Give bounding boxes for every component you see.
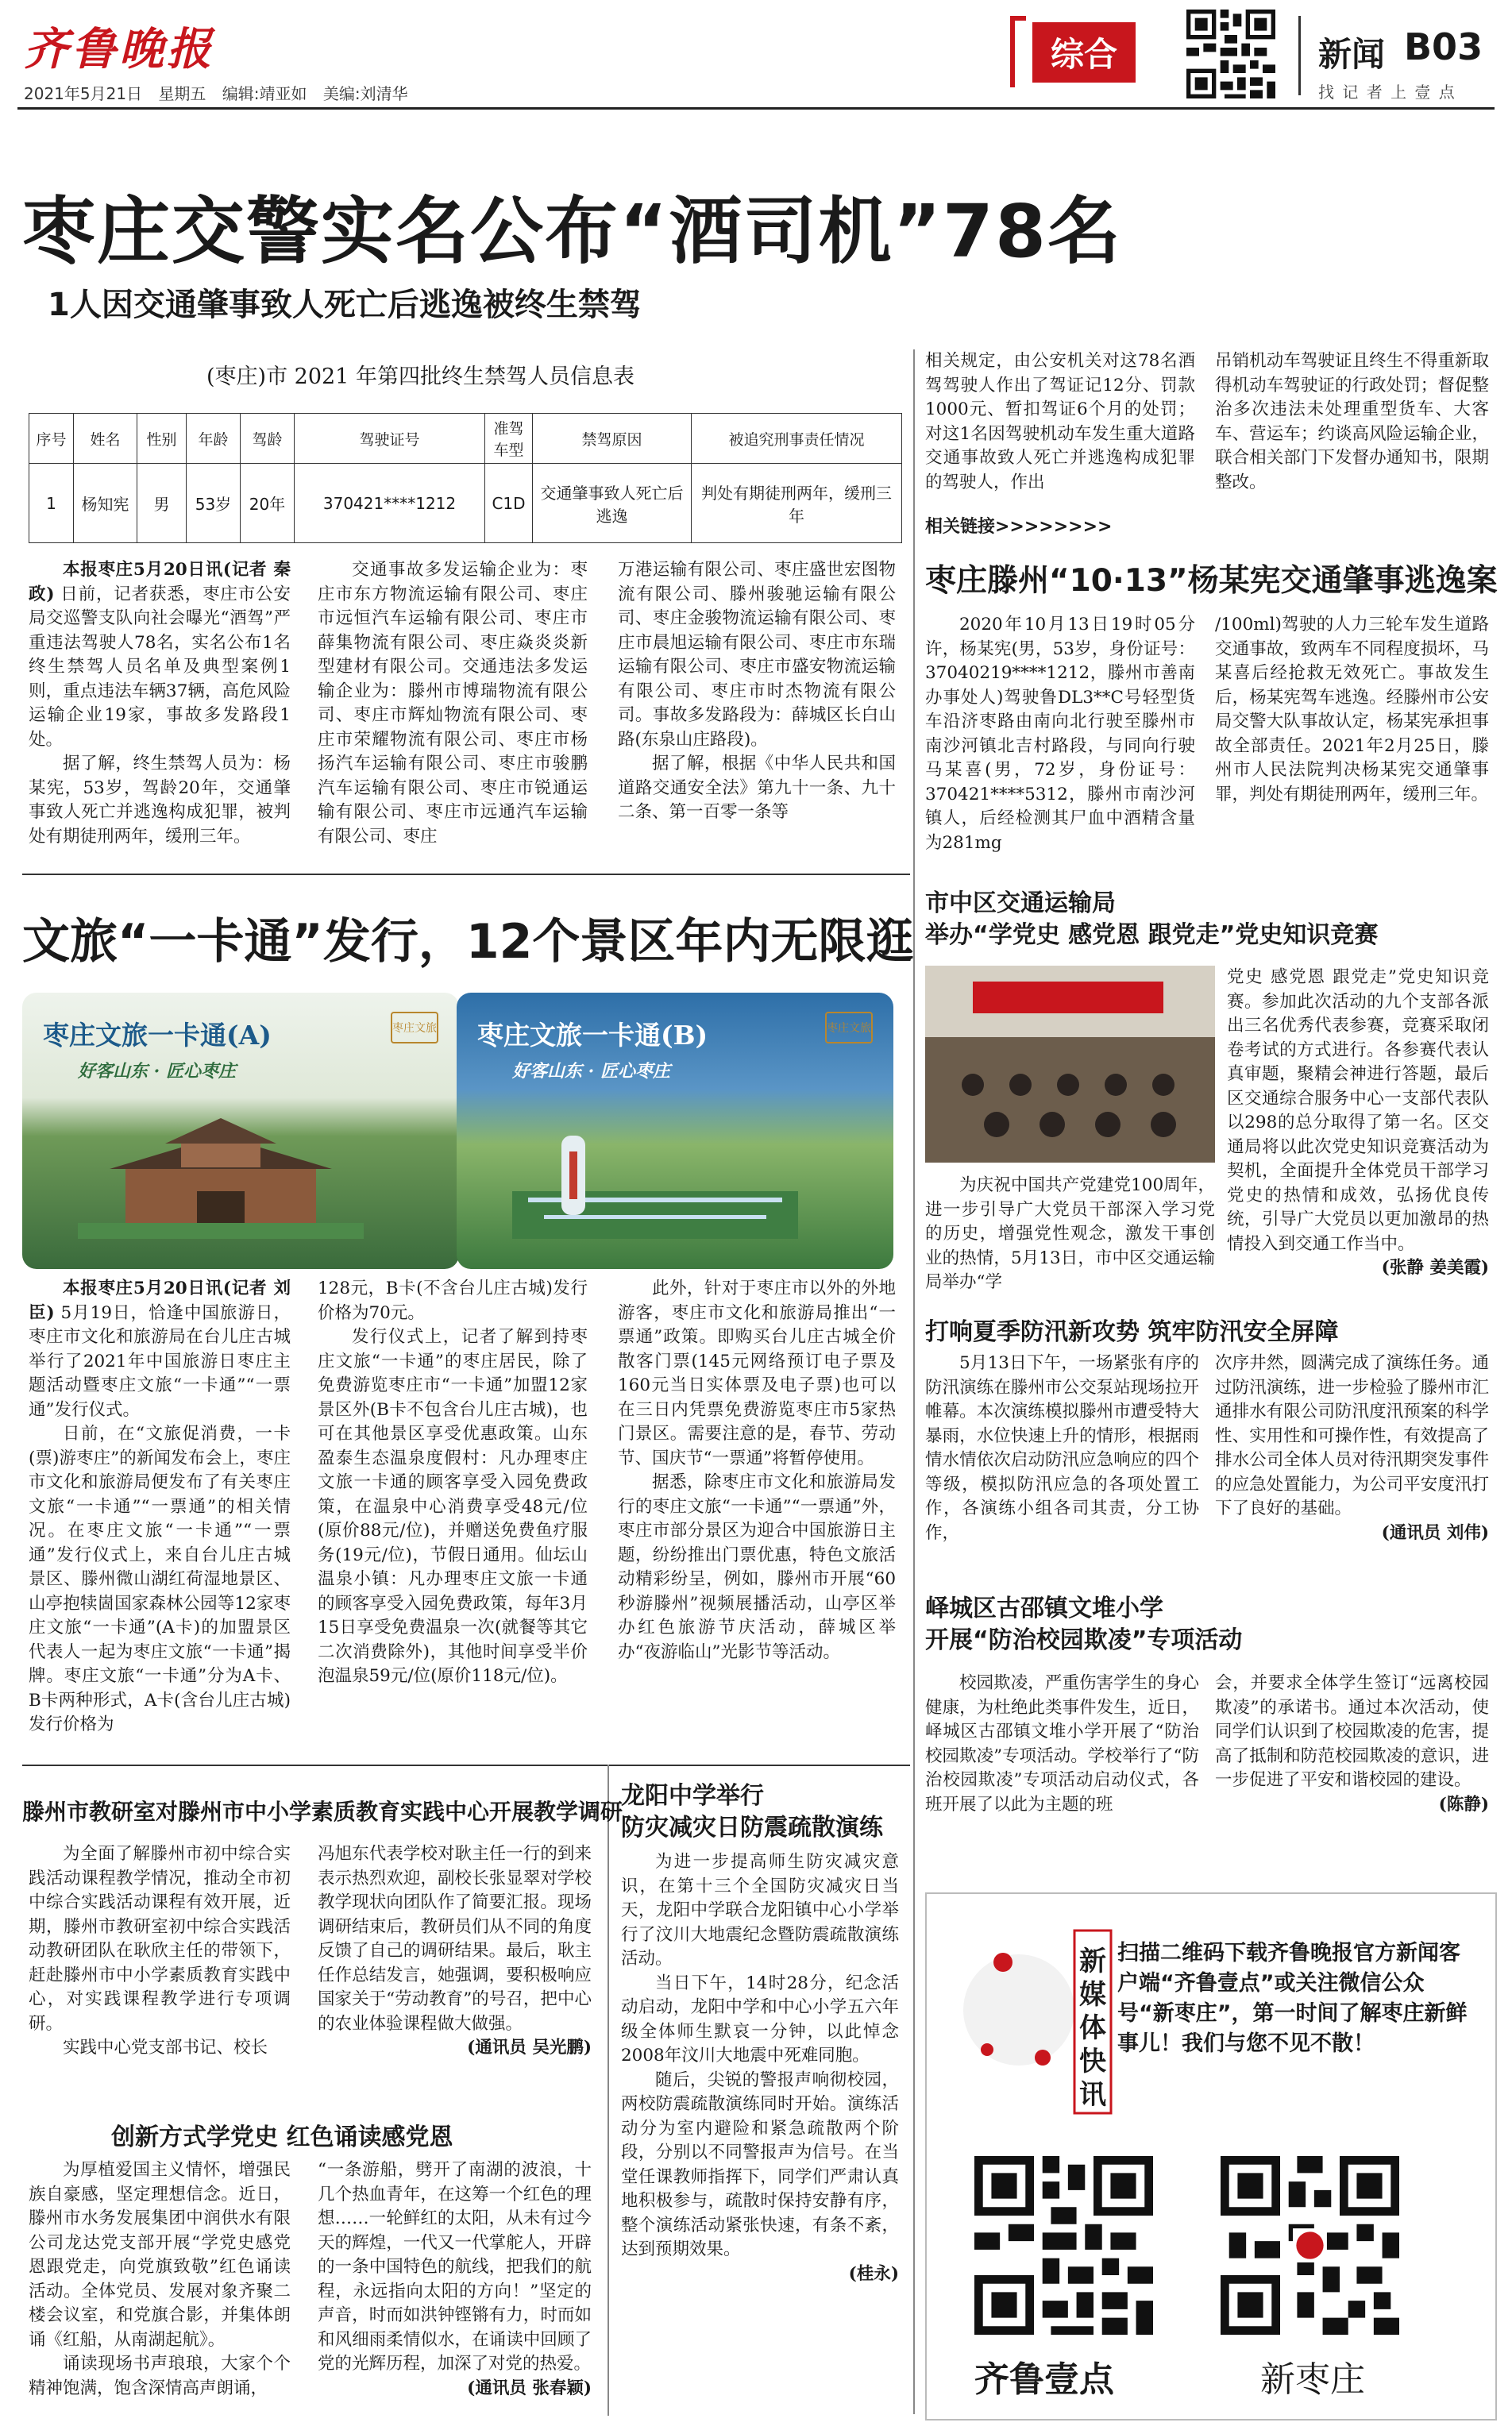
- story1-column-1: [29, 558, 291, 849]
- tourism-card-b: [457, 993, 893, 1269]
- headline-hit-and-run-case: 枣庄滕州“10·13”杨某宪交通肇事逃逸案: [925, 563, 1498, 599]
- badge-char-3: 体: [1079, 2012, 1106, 2044]
- headline-flood-drill: 打响夏季防汛新攻势 筑牢防汛安全屏障: [925, 1318, 1339, 1346]
- column-divider: [913, 349, 915, 2414]
- card-b-logo: 枣庄文旅: [825, 1012, 873, 1043]
- story4-column-2: [1215, 1352, 1489, 1545]
- headline-anti-bullying-b: 开展“防治校园欺凌”专项活动: [925, 1626, 1243, 1654]
- headline-party-quiz-a: 市中区交通运输局: [925, 889, 1116, 917]
- story5-col1-text: 校园欺凌，严重伤害学生的身心健康，为杜绝此类事件发生，近日，峄城区古邵镇文堆小学开展了“防治校园欺凌”专项活动。学校举行了“防治校园欺凌”专项活动启动仪式，各班开展了以此为主题的班: [925, 1673, 1199, 1815]
- story7-column-2: [318, 2158, 592, 2401]
- story3-under-text: 为庆祝中国共产党建党100周年，进一步引导广大党员干部深入学习党的历史，增强党性观念，激发干事创业的热情，5月13日，市中区交通运输局举办“学: [925, 1175, 1215, 1292]
- story1-col3-text: 万港运输有限公司、枣庄盛世宏图物流有限公司、滕州骏驰运输有限公司、枣庄金骏物流运输有限公司、枣庄市晨旭运输有限公司、枣庄市东瑞运输有限公司、枣庄市盛安物流运输有限公司、枣庄市时杰物流有限公司。事故多发路段为：薛城区长白山路(东泉山庄路段)。: [618, 560, 896, 750]
- story1-col5-text: 吊销机动车驾驶证且终生不得重新取得机动车驾驶证的行政处罚；督促整治多次违法未处理重型货车、大客车、营运车；约谈高风险运输企业，联合相关部门下发督办通知书，限期整改。: [1215, 351, 1489, 492]
- td-age: 53岁: [187, 464, 241, 543]
- th-name: 姓名: [74, 414, 137, 464]
- story1-column-5: [1215, 349, 1489, 495]
- issue-weekday: 星期五: [158, 84, 206, 103]
- story1b-column-1: [925, 613, 1195, 855]
- story6-column-1: [29, 1842, 291, 2061]
- td-vehicle-type: C1D: [485, 464, 533, 543]
- divider: [22, 874, 910, 875]
- story1-col4-text: 相关规定，由公安机关对这78名酒驾驾驶人作出了驾证记12分、罚款1000元、暂扣驾证6个月的处罚；对这1名因驾驶机动车发生重大道路交通事故致人死亡并逃逸构成犯罪的驾驶人，作出: [925, 351, 1195, 492]
- th-driving-years: 驾龄: [241, 414, 295, 464]
- headline-earthquake-drill-a: 龙阳中学举行: [621, 1782, 764, 1810]
- designer-credit: 美编:刘清华: [322, 84, 408, 103]
- story3-side-column: [1227, 966, 1489, 1281]
- td-ban-reason: 交通肇事致人死亡后逃逸: [533, 464, 692, 543]
- story2-column-1: [29, 1277, 291, 1738]
- story8-para-2: 当日下午，14时28分，纪念活动启动，龙阳中学和中心小学五六年级全体师生默哀一分钟，以此悼念2008年汶川大地震中死难同胞。: [621, 1973, 899, 2066]
- td-gender: 男: [137, 464, 187, 543]
- badge-char-2: 媒: [1079, 1979, 1106, 2011]
- story2-column-3: [618, 1277, 896, 1664]
- th-ban-reason: 禁驾原因: [533, 414, 692, 464]
- story1-column-4: [925, 349, 1195, 495]
- story4-col1-text: 5月13日下午，一场紧张有序的防汛演练在滕州市公交泵站现场拉开帷幕。本次演练模拟滕州市遭受特大暴雨，水位快速上升的情形，根据雨情水情依次启动防汛应急响应的四个等级，模拟防汛应急的各项处置工作，各演练小组各司其责，分工协作，: [925, 1353, 1199, 1543]
- headline-red-recitation: 创新方式学党史 红色诵读感党恩: [111, 2123, 453, 2151]
- story3-byline: (张静 姜美霞): [1381, 1258, 1489, 1278]
- qilu-app-label: 齐鲁壹点: [974, 2359, 1114, 2400]
- story5-col2-text: 会，并要求全体学生签订“远离校园欺凌”的承诺书。通过本次活动，使同学们认识到了校园欺凌的危害，提高了抵制和防范校园欺凌的意识，进一步促进了平安和谐校园的建设。: [1215, 1673, 1489, 1790]
- card-a-title: 枣庄文旅一卡通(A): [43, 1020, 272, 1051]
- td-license: 370421****1212: [295, 464, 485, 543]
- story2-col3-para-2: 据悉，除枣庄市文化和旅游局发行的枣庄文旅“一卡通”“一票通”外，枣庄市部分景区为迎合中国旅游日主题，纷纷推出门票优惠，特色文旅活动精彩纷呈，例如，滕州市开展“60秒游滕州”视频展播活动，山亭区举办红色旅游节庆活动，薛城区举办“夜游临山”光影节等活动。: [618, 1472, 896, 1662]
- header-rule: [17, 107, 1495, 110]
- story4-column-1: [925, 1352, 1199, 1545]
- story1b-col2-text: /100ml)驾驶的人力三轮车发生道路交通事故，致两车不同程度损坏，马某喜后经抢救无效死亡。事故发生后，杨某宪驾车逃逸。经滕州市公安局交警大队事故认定，杨某宪承担事故全部责任。2021年2月25日，滕州市人民法院判决杨某宪交通肇事罪，判处有期徒刑两年，缓刑三年。: [1215, 615, 1489, 804]
- story8-para-3: 随后，尖锐的警报声响彻校园，两校防震疏散演练同时开始。演练活动分为室内避险和紧急疏散两个阶段，分别以不同警报声为信号。在当堂任课教师指挥下，同学们严肃认真地积极参与，疏散时保持安静有序，整个演练活动紧张快速，有条不紊，达到预期效果。: [621, 2069, 899, 2259]
- card-a-slogan: 好客山东 · 匠心枣庄: [78, 1061, 236, 1082]
- story1b-col1-text: 2020年10月13日19时05分许，杨某宪(男，53岁，身份证号：37040219****1212，滕州市善南办事处人)驾驶鲁DL3**C号轻型货车沿济枣路由南向北行驶至滕州市南沙河镇北吉村路段，与同向行驶马某喜(男，72岁，身份证号：370421****5312，滕州市南沙河镇人，后经检测其尸血中酒精含量为281mg: [925, 615, 1195, 853]
- story7-col1-text: 为厚植爱国主义情怀，增强民族自豪感，坚定理想信念。近日，滕州市水务发展集团中润供水有限公司龙达党支部开展“学党史感党恩跟党走，向党旗致敬”红色诵读活动。全体党员、发展对象齐聚二楼会议室，和党旗合影，并集体朗诵《红船，从南湖起航》。: [29, 2160, 291, 2350]
- ban-table-title: (枣庄)市 2021 年第四批终生禁驾人员信息表: [206, 365, 634, 389]
- td-driving-years: 20年: [241, 464, 295, 543]
- ancient-gate-illustration: [78, 1112, 364, 1239]
- story8-para-1: 为进一步提高师生防灾减灾意识，在第十三个全国防灾减灾日当天，龙阳中学联合龙阳镇中心小学举行了汶川大地震纪念暨防震疏散演练活动。: [621, 1852, 899, 1969]
- app-promo-ad: [925, 1892, 1497, 2420]
- story7-col2-text: “一条游船，劈开了南湖的波浪，十几个热血青年，在这筹一个红色的理想……一轮鲜红的太阳，从未有过今天的辉煌，一代又一代掌舵人，开辟的一条中国特色的航线，把我们的航程，永远指向太阳的方向！”坚定的声音，时而如洪钟铿锵有力，时而如和风细雨柔情似水，在诵读中回顾了党的光辉历程，加深了对党的热爱。: [318, 2160, 592, 2374]
- story8-column: [621, 1850, 899, 2286]
- story4-byline: (通讯员 刘伟): [1381, 1522, 1489, 1543]
- td-criminal-liability: 判处有期徒刑两年，缓刑三年: [692, 464, 902, 543]
- reporter-line: 找 记 者 上 壹 点: [1318, 83, 1456, 102]
- headline-party-quiz-b: 举办“学党史 感党恩 跟党走”党史知识竞赛: [925, 921, 1379, 949]
- card-b-slogan: 好客山东 · 匠心枣庄: [512, 1061, 670, 1082]
- th-criminal-liability: 被追究刑事责任情况: [692, 414, 902, 464]
- related-link[interactable]: 相关链接>>>>>>>>: [925, 517, 1113, 537]
- th-vehicle-type: 准驾车型: [485, 414, 533, 464]
- td-name: 杨知宪: [74, 464, 137, 543]
- story2-para-2: 日前，在“文旅促消费，一卡(票)游枣庄”的新闻发布会上，枣庄市文化和旅游局便发布了有关枣庄文旅“一卡通”“一票通”的相关情况。在枣庄文旅“一卡通”“一票通”发行仪式上，来自台儿庄古城景区、滕州微山湖红荷湿地景区、山亭抱犊崮国家森林公园等12家枣庄文旅“一卡通”(A卡)的加盟景区代表人一起为枣庄文旅“一卡通”揭牌。枣庄文旅“一卡通”分为A卡、B卡两种形式，A卡(含台儿庄古城)发行价格为: [29, 1424, 291, 1734]
- story1-col2-text: 交通事故多发运输企业为：枣庄市东方物流运输有限公司、枣庄市远恒汽车运输有限公司、枣庄市薛集物流有限公司、枣庄焱炎炎新型建材有限公司。交通违法多发运输企业为：滕州市博瑞物流有限公司、枣庄市辉灿物流有限公司、枣庄市荣耀物流有限公司、枣庄市杨扬汽车运输有限公司、枣庄市骏鹏汽车运输有限公司、枣庄市锐通运输有限公司、枣庄市远通汽车运输有限公司、枣庄: [318, 560, 588, 847]
- new-media-badge-icon: [955, 1915, 1114, 2121]
- story3-side-text: 党史 感党恩 跟党走”党史知识竞赛。参加此次活动的九个支部各派出三名优秀代表参赛，竞赛采取闭卷考试的方式进行。各参赛代表认真审题，聚精会神进行答题，最后区交通综合服务中心一支部代表队以298的总分取得了第一名。区交通局将以此次党史知识竞赛活动为契机，全面提升全体党员干部学习党史的热情和成效，弘扬优良传统，引导广大党员以更加激昂的热情投入到交通工作当中。: [1227, 967, 1489, 1254]
- story7-byline: (通讯员 张春颖): [467, 2378, 592, 2398]
- story1-lead: 本报枣庄5月20日讯(记者 秦政): [29, 560, 291, 604]
- qr-code-icon[interactable]: [1183, 10, 1279, 98]
- story6-col1b-text: 实践中心党支部书记、校长: [63, 2038, 268, 2058]
- headline-earthquake-drill-b: 防灾减灾日防震疏散演练: [621, 1814, 883, 1842]
- subhead-drunk-drivers: 1人因交通肇事致人死亡后逃逸被终生禁驾: [48, 287, 642, 323]
- story1-para-1: 日前，记者获悉，枣庄市公安局交巡警支队向社会曝光“酒驾”严重违法驾驶人78名，实名公布1名终生禁驾人员名单及典型案例1则，重点违法车辆37辆，高危风险运输企业19家，事故多发路段1处。: [29, 584, 291, 750]
- meeting-room-illustration: [925, 966, 1215, 1163]
- story1-para-2: 据了解，终生禁驾人员为：杨某宪，53岁，驾龄20年，交通肇事致人死亡并逃逸构成犯罪，被判处有期徒刑两年，缓刑三年。: [29, 754, 291, 847]
- xinzaozhuang-wechat-qr-icon[interactable]: [1221, 2156, 1399, 2335]
- story1-column-3: [618, 558, 896, 825]
- wetland-tower-illustration: [512, 1112, 798, 1239]
- editor-credit: 编辑:靖亚如: [222, 84, 307, 103]
- tourism-card-a: [22, 993, 459, 1269]
- story5-column-1: [925, 1672, 1199, 1817]
- masthead-logo: 齐鲁晚报: [24, 23, 214, 75]
- th-index: 序号: [29, 414, 74, 464]
- th-license: 驾驶证号: [295, 414, 485, 464]
- story2-col3-para-1: 此外，针对于枣庄市以外的外地游客，枣庄市文化和旅游局推出“一票通”政策。即购买台儿庄古城全价散客门票(145元网络预订电子票及160元当日实体票及电子票)也可以在三日内凭票免费游览枣庄市5家热门景区。需要注意的是，春节、劳动节、国庆节“一票通”将暂停使用。: [618, 1279, 896, 1468]
- th-gender: 性别: [137, 414, 187, 464]
- story5-byline: (陈静): [1438, 1794, 1489, 1815]
- headline-drunk-drivers: 枣庄交警实名公布“酒司机”78名: [22, 189, 1122, 274]
- story6-byline: (通讯员 吴光鹏): [467, 2038, 592, 2058]
- story2-column-2: [318, 1277, 588, 1689]
- story3-under-column: [925, 1174, 1215, 1295]
- quiz-photo: [925, 966, 1215, 1163]
- story7-col1b-text: 诵读现场书声琅琅，大家个个精神饱满，饱含深情高声朗诵，: [29, 2354, 291, 2398]
- table-row: [29, 464, 902, 543]
- story7-column-1: [29, 2158, 291, 2401]
- story6-column-2: [318, 1842, 592, 2061]
- ban-table: [29, 413, 902, 543]
- story2-col2-para-2: 发行仪式上，记者了解到持枣庄文旅“一卡通”的枣庄居民，除了免费游览枣庄市“一卡通”加盟12家景区外(B卡不包含台儿庄古城)，也可在其他景区享受优惠政策。山东盈泰生态温泉度假村：凡办理枣庄文旅一卡通的顾客享受入园免费政策，在温泉中心消费享受48元/位(原价88元/位)，并赠送免费鱼疗服务(19元/位)，节假日通用。仙坛山温泉小镇：凡办理枣庄文旅一卡通的顾客享受入园免费政策，每年3月15日享受免费温泉一次(就餐等其它二次消费除外)，其他时间享受半价泡温泉59元/位(原价118元/位)。: [318, 1327, 588, 1686]
- headline-teaching-research: 滕州市教研室对滕州市中小学素质教育实践中心开展教学调研: [22, 1799, 623, 1825]
- page-section-name: 新闻: [1318, 35, 1386, 74]
- story8-byline: (桂永): [848, 2263, 899, 2284]
- headline-anti-bullying-a: 峄城区古邵镇文堆小学: [925, 1595, 1163, 1622]
- card-b-title: 枣庄文旅一卡通(B): [477, 1020, 708, 1051]
- ad-text: 扫描二维码下载齐鲁晚报官方新闻客户端“齐鲁壹点”或关注微信公众号“新枣庄”，第一时间了解枣庄新鲜事儿！我们与您不见不散！: [1117, 1941, 1468, 2056]
- section-bracket: [1010, 16, 1026, 87]
- story5-column-2: [1215, 1672, 1489, 1817]
- issue-date: 2021年5月21日: [24, 84, 143, 103]
- th-age: 年龄: [187, 414, 241, 464]
- card-a-logo: 枣庄文旅: [391, 1012, 438, 1043]
- column-divider: [608, 1765, 609, 2416]
- story1b-column-2: [1215, 613, 1489, 807]
- headline-tourism-card: 文旅“一卡通”发行，12个景区年内无限逛: [22, 914, 914, 970]
- masthead-meta: [24, 81, 419, 104]
- story2-para-1: 5月19日，恰逢中国旅游日，枣庄市文化和旅游局在台儿庄古城举行了2021年中国旅游日枣庄主题活动暨枣庄文旅“一卡通”“一票通”发行仪式。: [29, 1302, 291, 1420]
- story6-col1-text: 为全面了解滕州市初中综合实践活动课程教学情况，推动全市初中综合实践活动课程有效开展，近期，滕州市教研室初中综合实践活动教研团队在耿欣主任的带领下，赶赴滕州市中小学素质教育实践中心，对实践课程教学进行专项调研。: [29, 1844, 291, 2034]
- section-tag: 综合: [1032, 22, 1136, 83]
- story1-col3b-text: 据了解，根据《中华人民共和国道路交通安全法》第九十一条、九十二条、第一百零一条等: [618, 754, 896, 822]
- header-divider: [1298, 16, 1301, 95]
- story2-col2-para-1: 128元，B卡(不含台儿庄古城)发行价格为70元。: [318, 1279, 588, 1323]
- td-index: 1: [29, 464, 74, 543]
- badge-char-1: 新: [1079, 1946, 1106, 1977]
- ban-table-header-row: [29, 414, 902, 464]
- xinzaozhuang-label: 新枣庄: [1260, 2359, 1365, 2400]
- story2-lead: 本报枣庄5月20日讯(记者 刘臣): [29, 1279, 291, 1323]
- qilu-app-qr-icon[interactable]: [974, 2156, 1153, 2335]
- story6-col2-text: 冯旭东代表学校对耿主任一行的到来表示热烈欢迎，副校长张显翠对学校教学现状向团队作了简要汇报。现场调研结束后，教研员们从不同的角度反馈了自己的调研结果。最后，耿主任作总结发言，她强调，要积极响应国家关于“劳动教育”的号召，把中心的农业体验课程做大做强。: [318, 1844, 592, 2034]
- badge-char-4: 快: [1079, 2046, 1106, 2077]
- divider: [22, 1765, 910, 1766]
- story4-col2-text: 次序井然，圆满完成了演练任务。通过防汛演练，进一步检验了滕州市汇通排水有限公司防汛度汛预案的科学性、实用性和可操作性，有效提高了排水公司全体人员对待汛期突发事件的应急处置能力，为公司平安度汛打下了良好的基础。: [1215, 1353, 1489, 1518]
- story1-column-2: [318, 558, 588, 849]
- page-number: B03: [1404, 25, 1483, 68]
- badge-char-5: 讯: [1079, 2079, 1106, 2111]
